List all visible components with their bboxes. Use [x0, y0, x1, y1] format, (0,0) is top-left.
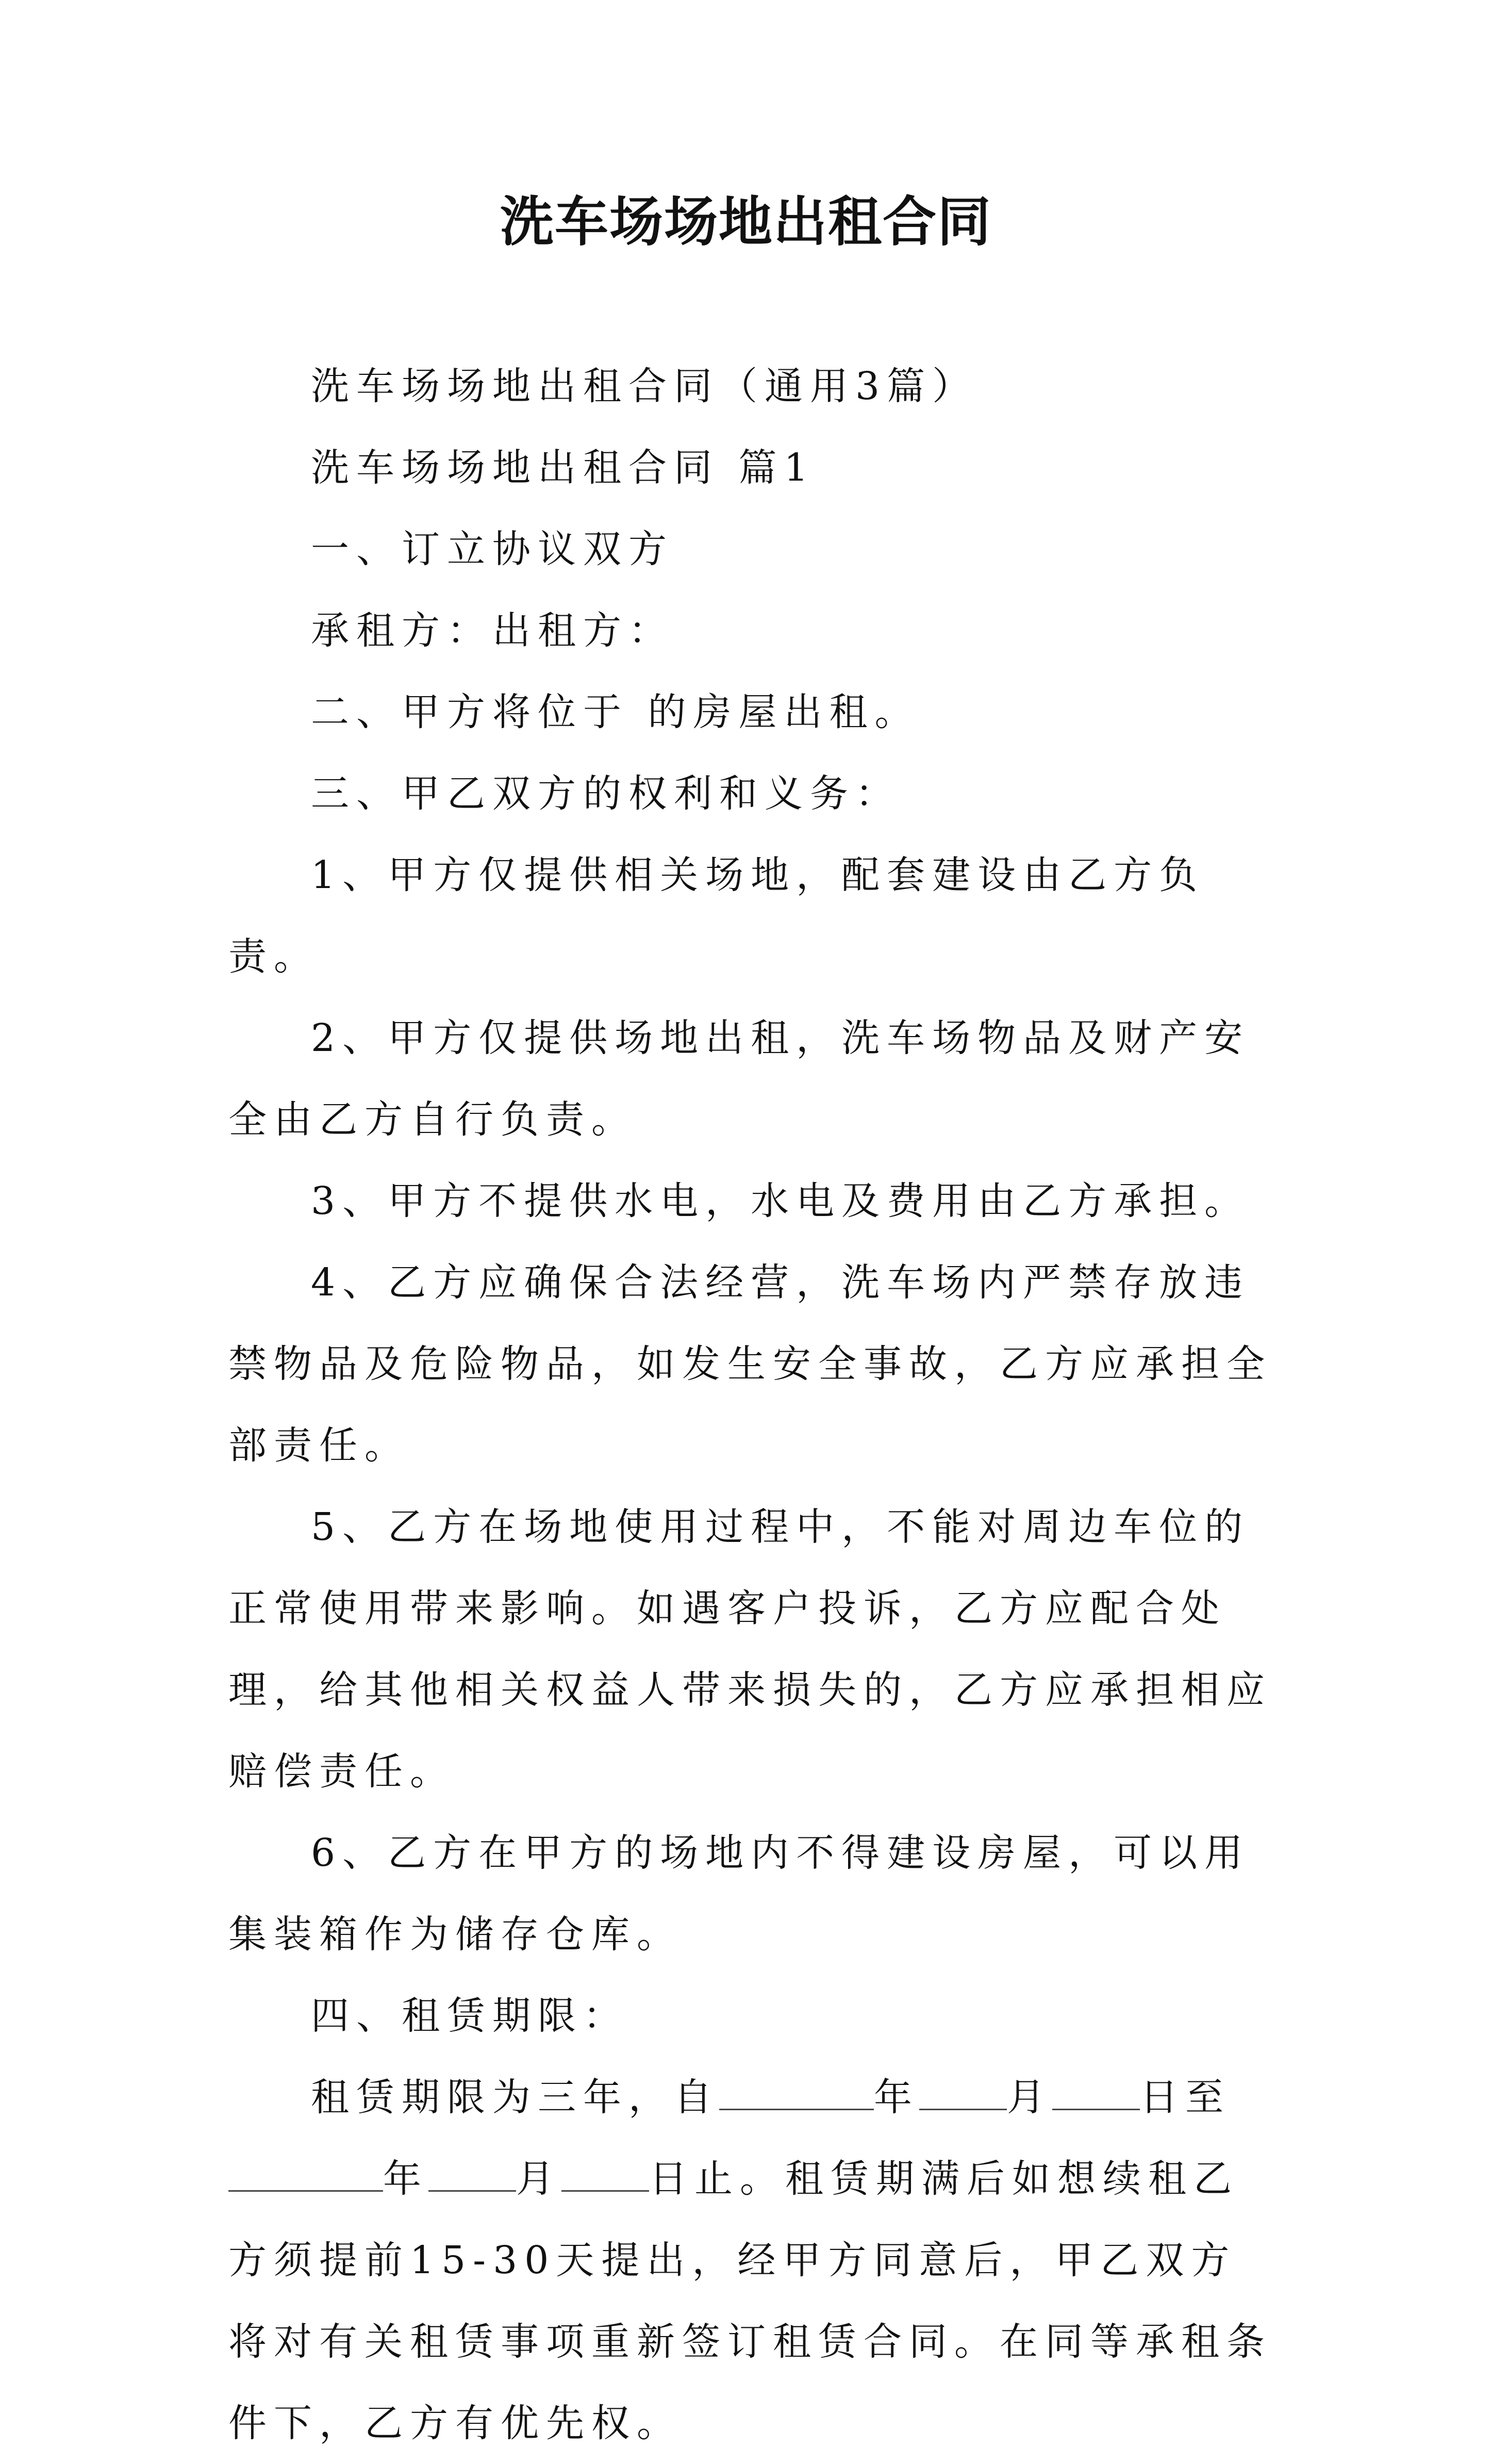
paragraph-clause-4: 4、乙方应确保合法经营，洗车场内严禁存放违禁物品及危险物品，如发生安全事故，乙方应承担全部责任。 — [228, 1260, 1272, 1468]
lease-month-2: 月 — [516, 2157, 561, 2201]
lease-prefix: 租赁期限为三年，自 — [311, 2075, 719, 2120]
paragraph-lease-heading: 四、租赁期限： — [311, 1994, 628, 2038]
paragraph-parties: 承租方：出租方： — [311, 609, 674, 653]
paragraph-rights-heading: 三、甲乙双方的权利和义务： — [311, 771, 901, 816]
start-day-blank — [1052, 2073, 1140, 2110]
end-month-blank — [428, 2154, 516, 2192]
start-month-blank — [919, 2073, 1007, 2110]
paragraph-section-heading: 洗车场场地出租合同 篇1 — [311, 446, 816, 490]
paragraph-subtitle: 洗车场场地出租合同（通用3篇） — [311, 364, 978, 408]
paragraph-lease-term — [228, 2057, 1280, 2464]
document-body — [228, 346, 1280, 2464]
paragraph-clause-3: 3、甲方不提供水电，水电及费用由乙方承担。 — [311, 1179, 1250, 1223]
paragraph-clause-5: 5、乙方在场地使用过程中，不能对周边车位的正常使用带来影响。如遇客户投诉，乙方应配合处理，给其他相关权益人带来损失的，乙方应承担相应赔偿责任。 — [228, 1505, 1272, 1794]
end-day-blank — [561, 2154, 649, 2192]
paragraph-clause-1: 1、甲方仅提供相关场地，配套建设由乙方负责。 — [228, 853, 1205, 979]
paragraph-premises: 二、甲方将位于 的房屋出租。 — [311, 690, 920, 734]
document-title: 洗车场场地出租合同 — [500, 190, 992, 253]
lease-month-1: 月 — [1007, 2075, 1052, 2120]
lease-suffix: 日止。租赁期满后如想续租乙方须提前15-30天提出，经甲方同意后，甲乙双方将对有关租赁事项重新签订租赁合同。在同等承租条件下，乙方有优先权。 — [228, 2157, 1272, 2445]
paragraph-clause-2: 2、甲方仅提供场地出租，洗车场物品及财产安全由乙方自行负责。 — [228, 1016, 1250, 1142]
start-year-blank — [719, 2073, 874, 2110]
end-year-blank — [228, 2154, 383, 2192]
lease-day-1: 日至 — [1140, 2075, 1231, 2120]
lease-year-1: 年 — [874, 2075, 919, 2120]
paragraph-parties-heading: 一、订立协议双方 — [311, 527, 674, 571]
paragraph-clause-6: 6、乙方在甲方的场地内不得建设房屋，可以用集装箱作为储存仓库。 — [228, 1831, 1250, 1957]
lease-year-2: 年 — [383, 2157, 428, 2201]
